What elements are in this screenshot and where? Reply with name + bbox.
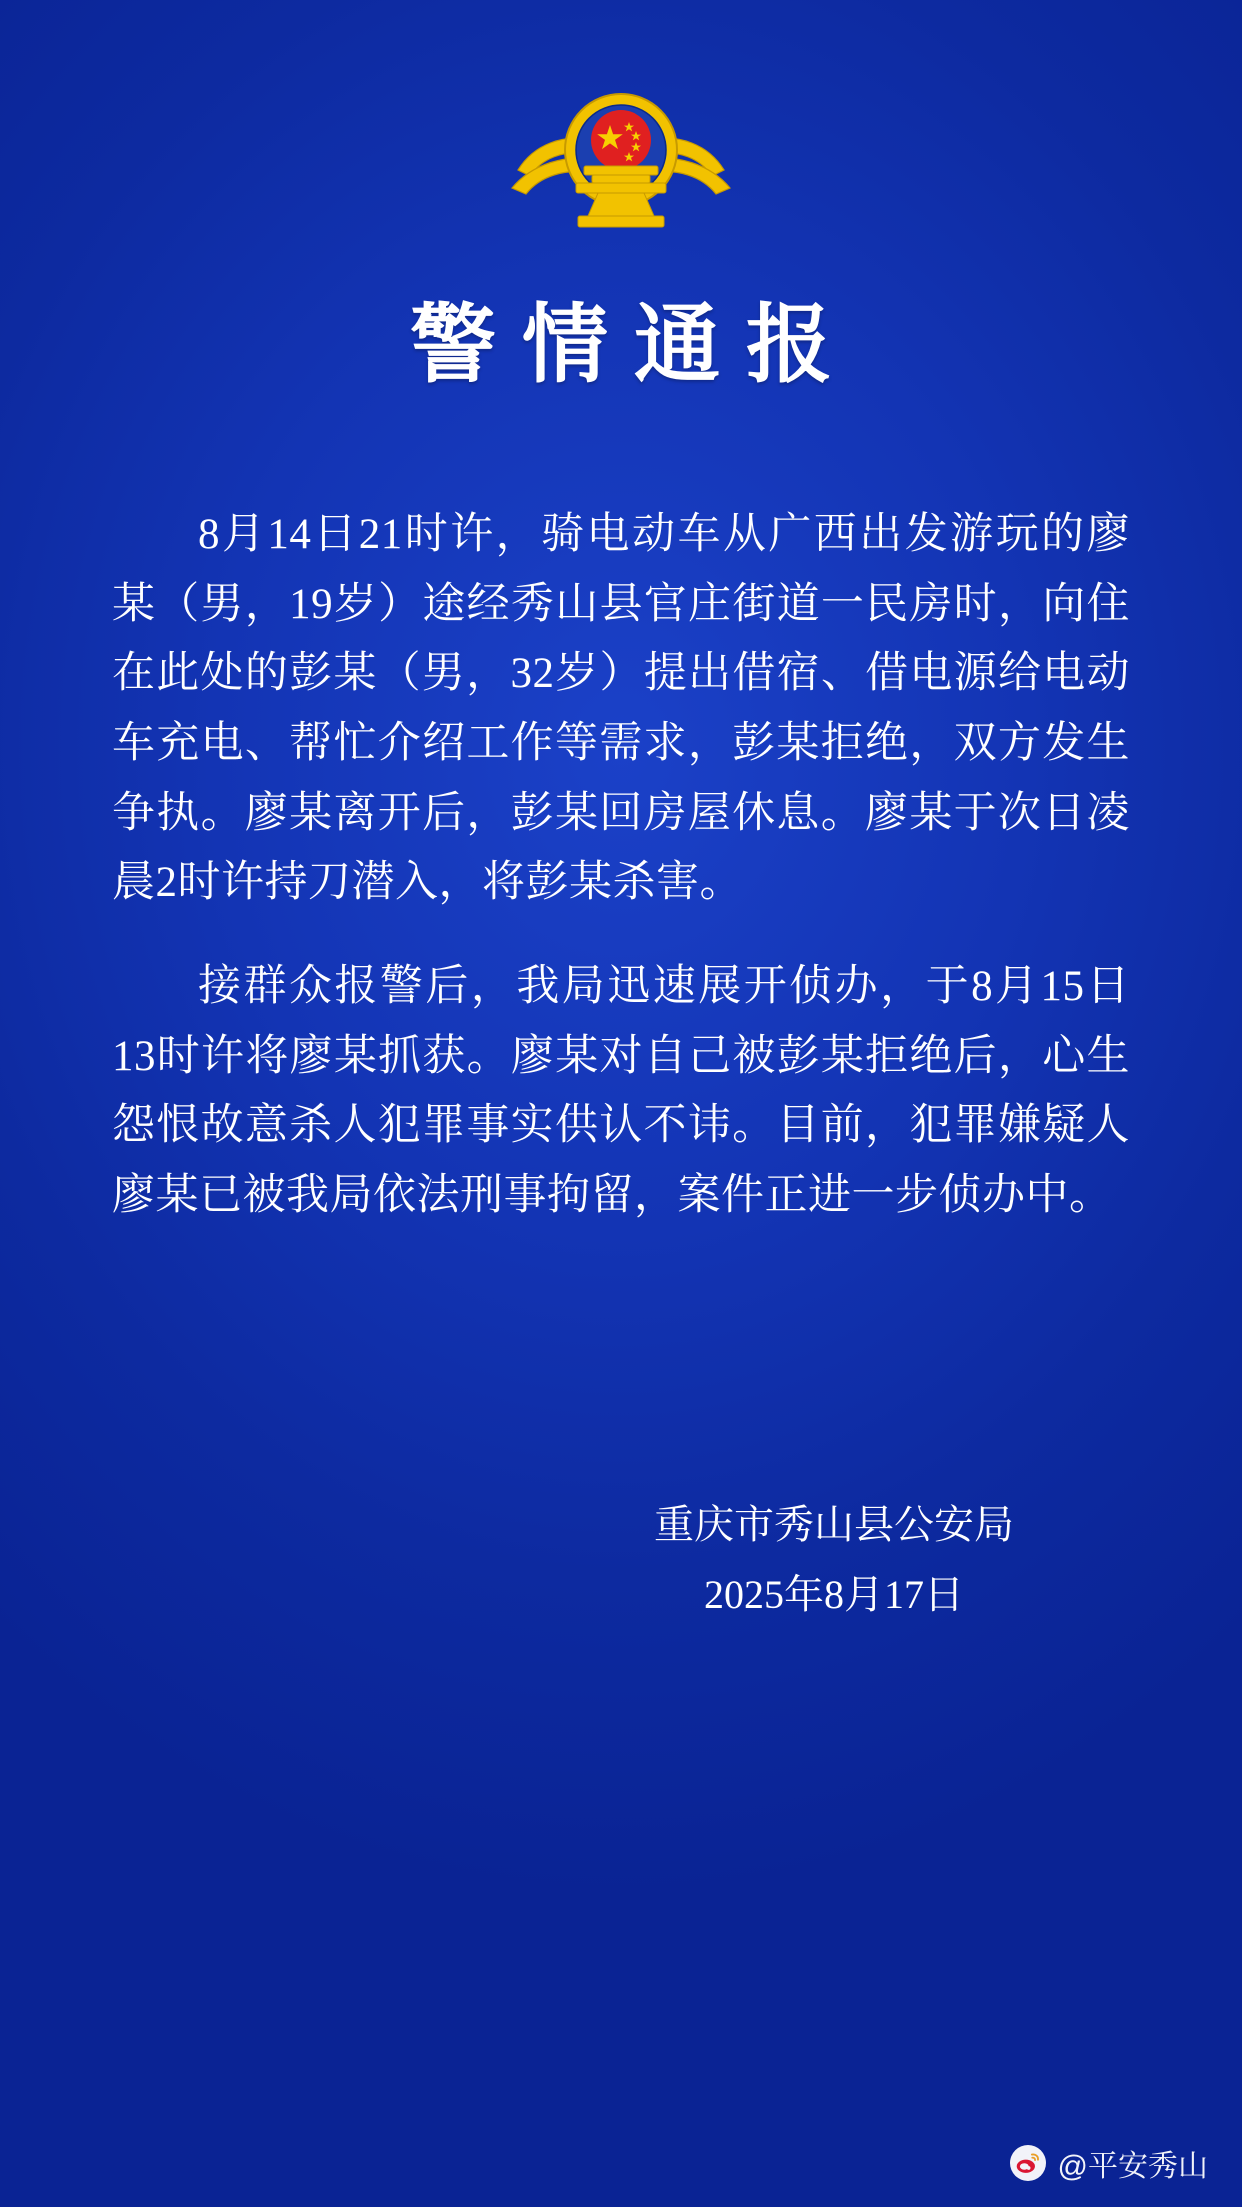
signature-block — [654, 1490, 1014, 1630]
issuing-organization: 重庆市秀山县公安局 — [654, 1502, 1014, 1547]
page-title: 警情通报 — [410, 296, 858, 393]
weibo-icon — [1010, 2145, 1046, 2181]
notice-body — [112, 500, 1130, 1265]
china-police-emblem-icon — [506, 78, 736, 243]
weibo-account-label: @平安秀山 — [1057, 2150, 1208, 2183]
body-paragraph-1: 8月14日21时许，骑电动车从广西出发游玩的廖某（男，19岁）途经秀山县官庄街道一民房时，向住在此处的彭某（男，32岁）提出借宿、借电源给电动车充电、帮忙介绍工作等需求，彭某拒绝，双方发生争执。廖某离开后，彭某回房屋休息。廖某于次日凌晨2时许持刀潜入，将彭某杀害。 — [112, 511, 1130, 907]
emblem-container — [0, 78, 1242, 243]
weibo-watermark — [1010, 2141, 1208, 2185]
issue-date: 2025年8月17日 — [704, 1572, 964, 1617]
body-paragraph-2: 接群众报警后，我局迅速展开侦办，于8月15日13时许将廖某抓获。廖某对自己被彭某拒绝后，心生怨恨故意杀人犯罪事实供认不讳。目前，犯罪嫌疑人廖某已被我局依法刑事拘留，案件正进一步侦办中。 — [112, 962, 1130, 1219]
